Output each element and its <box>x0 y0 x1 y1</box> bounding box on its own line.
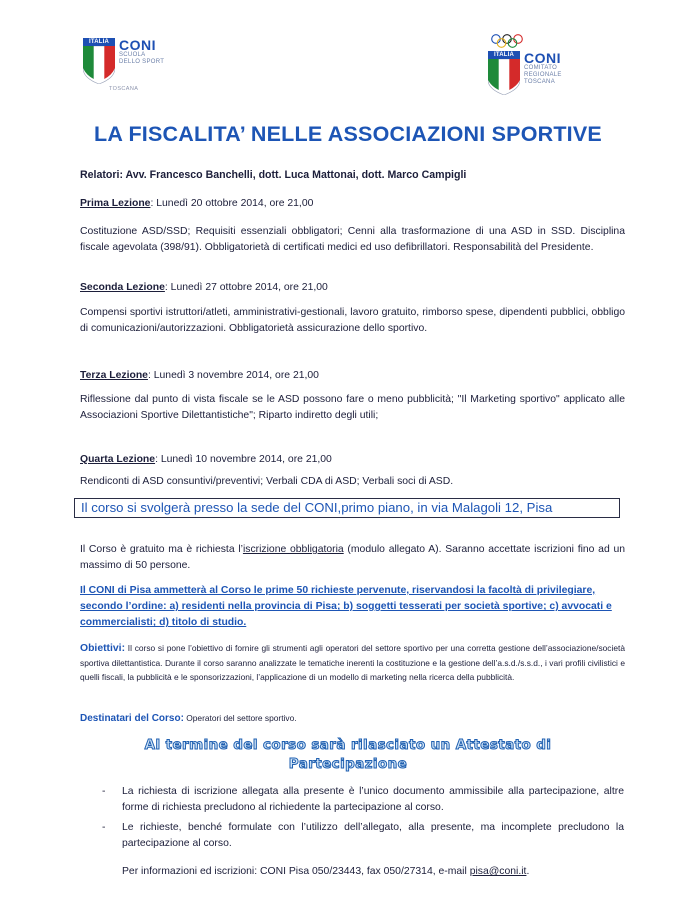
admission-criteria: Il CONI di Pisa ammetterà al Corso le prime 50 richieste pervenute, riservandosi la facoltà di privilegiare, secondo l’ordine: a) residenti nella provincia di Pisa; b) soggetti tesserati per società sportive; c) avvocati e commercialisti; d) titolo di studio. <box>80 585 612 629</box>
objectives-label: Obiettivi: <box>80 643 126 654</box>
logo-subtitle-2: DELLO SPORT <box>119 59 165 65</box>
logo-subtitle-1: SCUOLA <box>119 52 146 58</box>
list-item <box>102 784 624 816</box>
logo-brand: CONI <box>119 37 156 53</box>
coni-scuola-dello-sport-logo <box>83 37 165 92</box>
logo-subtitle-2: REGIONALE <box>524 72 562 78</box>
registration-note <box>80 542 625 573</box>
lesson-date: : Lunedì 10 novembre 2014, ore 21,00 <box>155 454 332 465</box>
tricolor-shield-icon <box>83 46 115 84</box>
lesson-heading <box>80 452 625 468</box>
venue-box: Il corso si svolgerà presso la sede del CONI,primo piano, in via Malagoli 12, Pisa <box>74 498 620 518</box>
logo-subtitle-3: TOSCANA <box>524 79 555 85</box>
lesson-description: Riflessione dal punto di vista fiscale se le ASD possono fare o meno pubblicità; "Il Marketing sportivo" applicato alle Associazioni Sportive Dilettantistiche"; Riparto indiretto degli utili; <box>80 394 625 421</box>
lesson-description: Costituzione ASD/SSD; Requisiti essenziali obbligatori; Cenni alla trasformazione di una ASD in SSD. Disciplina fiscale agevolata (398/91). Obbligatorietà di certificati medici ed uso defibrillatori. Responsabilità del Presidente. <box>80 226 625 253</box>
bullet-mark: - <box>102 786 106 797</box>
rules-list <box>102 784 624 857</box>
lesson-date: : Lunedì 20 ottobre 2014, ore 21,00 <box>150 198 314 209</box>
lesson-heading <box>80 280 625 296</box>
page-title: LA FISCALITA’ NELLE ASSOCIAZIONI SPORTIVE <box>94 122 602 146</box>
registration-text-start: Il Corso è gratuito ma è richiesta l’ <box>80 544 243 555</box>
italia-shield-icon <box>83 38 115 84</box>
lesson-description: Rendiconti di ASD consuntivi/preventivi; Verbali CDA di ASD; Verbali soci di ASD. <box>80 476 454 487</box>
list-item <box>102 820 624 852</box>
logo-flag-label: ITALIA <box>83 38 115 46</box>
logo-region: TOSCANA <box>109 86 139 92</box>
certificate-line-1: Al termine del corso sarà rilasciato un Attestato di <box>144 737 552 753</box>
certificate-line-2: Partecipazione <box>288 756 408 772</box>
lesson-label: Seconda Lezione <box>80 282 165 293</box>
lesson-date: : Lunedì 3 novembre 2014, ore 21,00 <box>147 370 319 381</box>
tricolor-shield-icon <box>488 59 520 95</box>
lesson-label: Prima Lezione <box>80 198 151 209</box>
certificate-notice <box>60 736 636 774</box>
logo-subtitle-1: COMITATO <box>524 65 558 71</box>
audience-label: Destinatari del Corso: <box>80 713 184 724</box>
coni-comitato-regionale-logo <box>488 38 562 95</box>
email-link[interactable]: pisa@coni.it <box>469 866 527 877</box>
logo-flag-label: ITALIA <box>488 51 520 59</box>
lesson-description: Compensi sportivi istruttori/atleti, amministrativi-gestionali, lavoro gratuito, rimborso spese, dipendenti pubblici, obbligo di comunicazioni/autorizzazioni. Obbligatorietà assicurazione dello sportivo. <box>80 307 625 334</box>
logo-brand: CONI <box>524 50 561 66</box>
registration-text-end: (modulo allegato A). Saranno accettate iscrizioni fino ad un massimo di 50 persone. <box>80 544 626 571</box>
mandatory-registration: iscrizione obbligatoria <box>242 544 344 555</box>
contact-text: Per informazioni ed iscrizioni: CONI Pisa 050/23443, fax 050/27314, e-mail <box>122 866 470 877</box>
contact-info <box>122 864 602 880</box>
objectives-text: Il corso si pone l’obiettivo di fornire gli strumenti agli operatori del settore sportivo per una corretta gestione dell’associazione/società sportiva dilettantistica. Durante il corso saranno analizzate le tematiche inerenti la costituzione e la gestione dell’a.s.d./s.s.d., i vari profili civilistici e quelli fiscali, la pubblicità e le sponsorizzazioni, l’applicazione di un modello di marketing nella ricerca della pubblicità. <box>80 643 625 683</box>
lesson-label: Terza Lezione <box>80 370 148 381</box>
olympic-rings-icon <box>490 34 524 48</box>
lesson-label: Quarta Lezione <box>80 454 156 465</box>
contact-end: . <box>526 866 530 877</box>
bullet-mark: - <box>102 822 106 834</box>
lesson-heading <box>80 368 625 384</box>
speakers: Relatori: Avv. Francesco Banchelli, dott. Luca Mattonai, dott. Marco Campigli <box>80 169 467 181</box>
lesson-heading <box>80 196 625 212</box>
list-item-text: Le richieste, benché formulate con l’utilizzo dell’allegato, alla presente, ma incomplete precludono la partecipazione al corso. <box>122 822 624 850</box>
objectives <box>80 640 625 685</box>
audience-text: Operatori del settore sportivo. <box>183 713 297 723</box>
course-audience <box>80 711 625 726</box>
italia-shield-icon <box>488 51 520 95</box>
list-item-text: La richiesta di iscrizione allegata alla presente è l’unico documento ammissibile alla partecipazione, altre forme di richiesta precludono al richiedente la partecipazione al corso. <box>122 786 624 814</box>
lesson-date: : Lunedì 27 ottobre 2014, ore 21,00 <box>164 282 328 293</box>
